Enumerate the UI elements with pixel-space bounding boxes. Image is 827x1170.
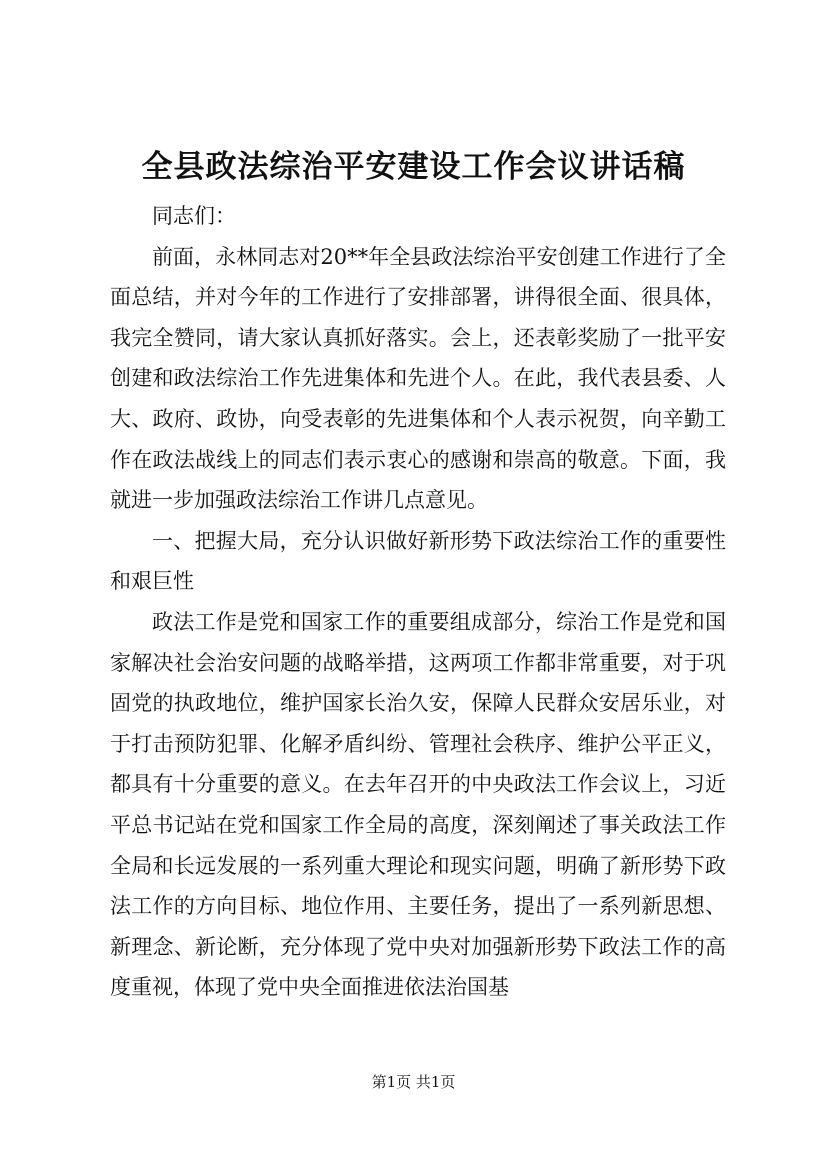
- page-footer: 第1页 共1页: [371, 1073, 456, 1091]
- section-heading-1: 一、把握大局，充分认识做好新形势下政法综治工作的重要性和艰巨性: [110, 528, 726, 594]
- document-body: [110, 196, 726, 1008]
- paragraph-section-1: 政法工作是党和国家工作的重要组成部分，综治工作是党和国家解决社会治安问题的战略举措，这两项工作都非常重要，对于巩固党的执政地位，维护国家长治久安，保障人民群众安居乐业，对于打击预防犯罪、化解矛盾纠纷、管理社会秩序、维护公平正义，都具有十分重要的意义。在去年召开的中央政法工作会议上，习近平总书记站在党和国家工作全局的高度，深刻阐述了事关政法工作全局和长远发展的一系列重大理论和现实问题，明确了新形势下政法工作的方向目标、地位作用、主要任务，提出了一系列新思想、新理念、新论断，充分体现了党中央对加强新形势下政法工作的高度重视，体现了党中央全面推进依法治国基: [110, 609, 726, 1000]
- paragraph-intro: 前面，永林同志对20**年全县政法综治平安创建工作进行了全面总结，并对今年的工作进行了安排部署，讲得很全面、很具体，我完全赞同，请大家认真抓好落实。会上，还表彰奖励了一批平安创建和政法综治工作先进集体和先进个人。在此，我代表县委、人大、政府、政协，向受表彰的先进集体和个人表示祝贺，向辛勤工作在政法战线上的同志们表示衷心的感谢和崇高的敬意。下面，我就进一步加强政法综治工作讲几点意见。: [110, 244, 726, 513]
- salutation: 同志们：: [152, 204, 236, 228]
- document-title: 全县政法综治平安建设工作会议讲话稿: [141, 149, 686, 185]
